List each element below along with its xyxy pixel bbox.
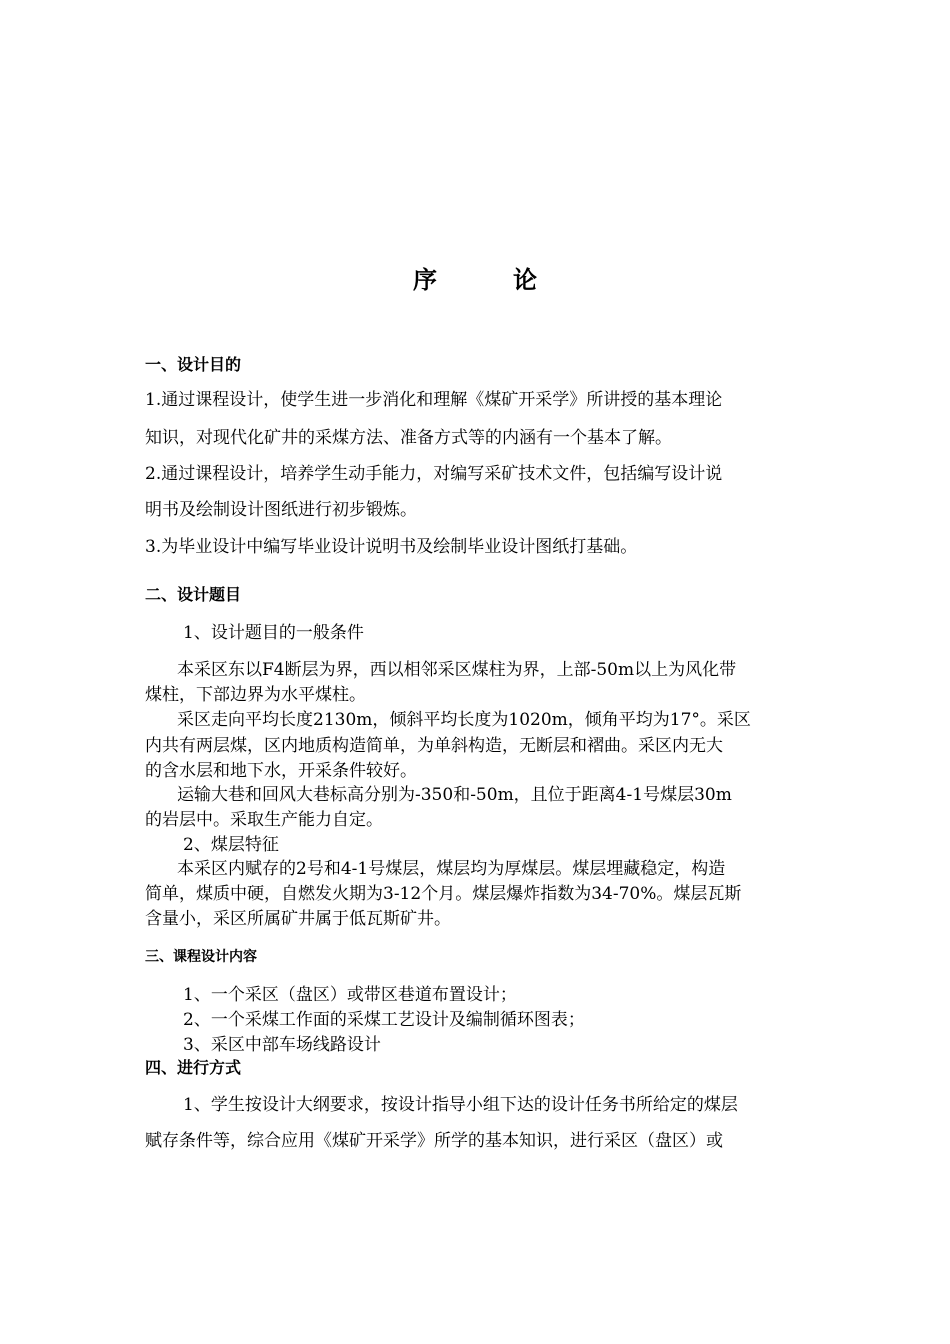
paragraph-line: 简单，煤质中硬，自燃发火期为3-12个月。煤层爆炸指数为34-70%。煤层瓦斯 [145,884,742,904]
subsection-title: 1、设计题目的一般条件 [183,623,364,643]
paragraph-line: 本采区内赋存的2号和4-1号煤层，煤层均为厚煤层。煤层埋藏稳定，构造 [177,859,726,879]
section-heading-topic: 二、设计题目 [145,585,242,604]
paragraph-line: 内共有两层煤，区内地质构造简单，为单斜构造，无断层和褶曲。采区内无大 [145,736,723,756]
paragraph-line: 含量小，采区所属矿井属于低瓦斯矿井。 [145,909,451,929]
paragraph-line: 3.为毕业设计中编写毕业设计说明书及绘制毕业设计图纸打基础。 [145,537,638,557]
paragraph-line: 1、学生按设计大纲要求，按设计指导小组下达的设计任务书所给定的煤层 [183,1095,738,1115]
list-item: 3、采区中部车场线路设计 [183,1035,381,1055]
paragraph-line: 1.通过课程设计，使学生进一步消化和理解《煤矿开采学》所讲授的基本理论 [145,390,723,410]
paragraph-line: 采区走向平均长度2130m，倾斜平均长度为1020m，倾角平均为17°。采区 [177,710,751,730]
paragraph-line: 知识，对现代化矿井的采煤方法、准备方式等的内涵有一个基本了解。 [145,428,672,448]
paragraph-line: 的岩层中。采取生产能力自定。 [145,810,383,830]
paragraph-line: 本采区东以F4断层为界，西以相邻采区煤柱为界，上部-50m以上为风化带 [177,660,737,680]
paragraph-line: 运输大巷和回风大巷标高分别为-350和-50m，且位于距离4-1号煤层30m [177,785,732,805]
list-item: 1、一个采区（盘区）或带区巷道布置设计； [183,985,517,1005]
section-heading-method: 四、进行方式 [145,1058,242,1077]
paragraph-line: 的含水层和地下水，开采条件较好。 [145,761,417,781]
section-heading-content: 三、课程设计内容 [145,949,257,965]
paragraph-line: 2.通过课程设计，培养学生动手能力，对编写采矿技术文件，包括编写设计说 [145,464,723,484]
paragraph-line: 明书及绘制设计图纸进行初步锻炼。 [145,500,417,520]
paragraph-line: 赋存条件等，综合应用《煤矿开采学》所学的基本知识，进行采区（盘区）或 [145,1131,723,1151]
paragraph-line: 煤柱，下部边界为水平煤柱。 [145,685,366,705]
subsection-title: 2、煤层特征 [183,835,279,855]
section-heading-purpose: 一、设计目的 [145,355,242,374]
page-title: 序 论 [413,266,563,294]
list-item: 2、一个采煤工作面的采煤工艺设计及编制循环图表； [183,1010,585,1030]
